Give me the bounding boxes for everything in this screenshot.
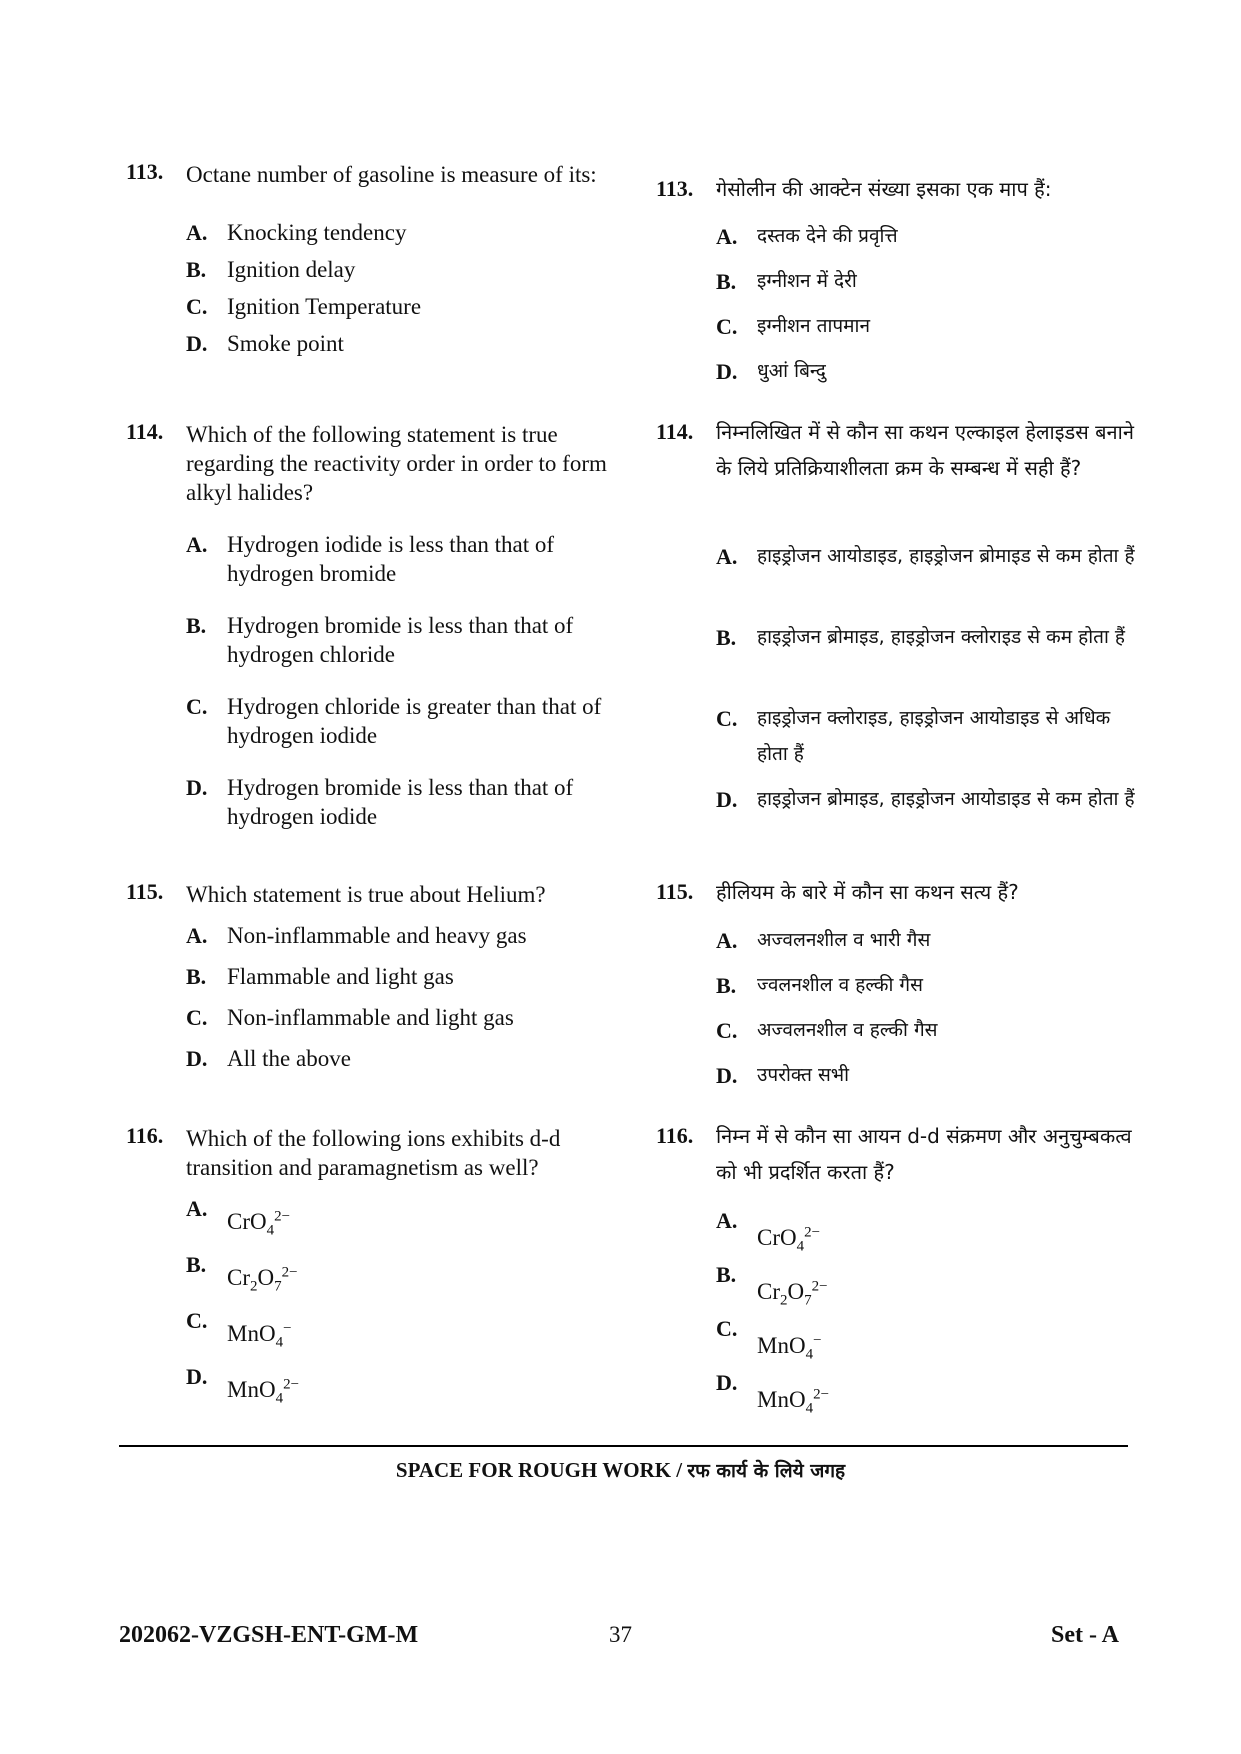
manganate-formula: MnO$_4^{2-}$ bbox=[757, 1386, 830, 1417]
option-label: A. bbox=[716, 928, 738, 953]
question-number: 115. bbox=[126, 879, 164, 904]
question-text: निम्न में से कौन सा आयन d-d संक्रमण और अनुचुम्बकत्व को भी प्रदर्शित करता हैं? bbox=[716, 1124, 1132, 1184]
permanganate-formula: MnO$_4$− bbox=[227, 1320, 292, 1351]
option-label: A. bbox=[186, 532, 208, 557]
option-text: इग्नीशन में देरी bbox=[757, 270, 857, 292]
option-label: B. bbox=[186, 1252, 207, 1277]
question-number: 116. bbox=[126, 1123, 164, 1148]
rough-work-en: SPACE FOR ROUGH WORK / bbox=[395, 1458, 683, 1482]
option-text: Hydrogen bromide is less than that of hydrogen iodide bbox=[227, 775, 574, 829]
option-label: B. bbox=[716, 625, 737, 650]
option-text: दस्तक देने की प्रवृत्ति bbox=[757, 225, 898, 247]
option-text: Ignition delay bbox=[227, 257, 356, 282]
option-text: हाइड्रोजन ब्रोमाइड, हाइड्रोजन क्लोराइड से कम होता हैं bbox=[757, 626, 1125, 648]
option-label: A. bbox=[716, 1208, 738, 1233]
dichromate-formula: $Cr_2O_7^{2-}$ bbox=[757, 1278, 828, 1309]
option-label: D. bbox=[716, 787, 738, 812]
option-text: हाइड्रोजन क्लोराइड, हाइड्रोजन आयोडाइड से अधिक होता हैं bbox=[757, 707, 1111, 765]
option-text: Knocking tendency bbox=[227, 220, 407, 245]
question-number: 113. bbox=[126, 159, 164, 184]
option-text: धुआं बिन्दु bbox=[757, 360, 826, 382]
option-label: D. bbox=[716, 1370, 738, 1395]
option-text: Ignition Temperature bbox=[227, 294, 422, 319]
option-text: इग्नीशन तापमान bbox=[757, 315, 871, 337]
option-text: Non-inflammable and light gas bbox=[227, 1005, 514, 1030]
option-text: अज्वलनशील व भारी गैस bbox=[757, 929, 931, 951]
question-text: हीलियम के बारे में कौन सा कथन सत्य हैं? bbox=[716, 880, 1019, 904]
option-label: B. bbox=[716, 973, 737, 998]
option-label: D. bbox=[186, 331, 208, 356]
rough-work-divider bbox=[119, 1445, 1128, 1447]
question-text: Which of the following ions exhibits d-d transition and paramagnetism as well? bbox=[186, 1126, 561, 1180]
page-number: 37 bbox=[609, 1622, 632, 1647]
chromate-formula: CrO$_4^{2-}$ bbox=[227, 1208, 291, 1239]
question-number: 114. bbox=[656, 419, 694, 444]
question-text: Which statement is true about Helium? bbox=[186, 882, 546, 907]
option-label: A. bbox=[186, 1196, 208, 1221]
chromate-formula: CrO$_4^{2-}$ bbox=[757, 1224, 821, 1255]
option-label: C. bbox=[716, 1018, 738, 1043]
option-label: A. bbox=[186, 220, 208, 245]
set-label: Set - A bbox=[1051, 1622, 1119, 1648]
option-label: C. bbox=[716, 314, 738, 339]
option-label: C. bbox=[716, 1316, 738, 1341]
rough-work-hi: रफ कार्य के लिये जगह bbox=[687, 1460, 846, 1482]
option-text: अज्वलनशील व हल्की गैस bbox=[757, 1019, 938, 1041]
option-label: B. bbox=[186, 613, 207, 638]
question-number: 114. bbox=[126, 419, 164, 444]
option-text: All the above bbox=[227, 1046, 351, 1071]
option-text: Hydrogen chloride is greater than that of hydrogen iodide bbox=[227, 694, 602, 748]
option-text: ज्वलनशील व हल्की गैस bbox=[757, 974, 923, 996]
option-text: Flammable and light gas bbox=[227, 964, 454, 989]
option-label: C. bbox=[186, 294, 208, 319]
question-number: 116. bbox=[656, 1123, 694, 1148]
dichromate-formula: $Cr_2O_7^{2-}$ bbox=[227, 1264, 298, 1295]
option-label: A. bbox=[716, 544, 738, 569]
question-text: निम्नलिखित में से कौन सा कथन एल्काइल हेलाइडस बनाने के लिये प्रतिक्रियाशीलता क्रम के सम्बन्ध में सही हैं? bbox=[716, 420, 1134, 480]
option-label: A. bbox=[186, 923, 208, 948]
paper-code: 202062-VZGSH-ENT-GM-M bbox=[119, 1622, 419, 1648]
question-text: गेसोलीन की आक्टेन संख्या इसका एक माप हैं: bbox=[716, 177, 1052, 201]
option-label: D. bbox=[186, 775, 208, 800]
question-text: Octane number of gasoline is measure of its: bbox=[186, 162, 597, 187]
option-text: Hydrogen iodide is less than that of hydrogen bromide bbox=[227, 532, 555, 586]
question-number: 115. bbox=[656, 879, 694, 904]
option-text: उपरोक्त सभी bbox=[757, 1064, 850, 1086]
option-label: D. bbox=[186, 1364, 208, 1389]
option-label: D. bbox=[186, 1046, 208, 1071]
option-label: D. bbox=[716, 359, 738, 384]
option-text: हाइड्रोजन ब्रोमाइड, हाइड्रोजन आयोडाइड से कम होता हैं bbox=[757, 788, 1135, 810]
option-label: B. bbox=[186, 964, 207, 989]
option-label: C. bbox=[716, 706, 738, 731]
option-text: Smoke point bbox=[227, 331, 344, 356]
option-text: Non-inflammable and heavy gas bbox=[227, 923, 527, 948]
option-label: D. bbox=[716, 1063, 738, 1088]
option-label: C. bbox=[186, 1005, 208, 1030]
question-number: 113. bbox=[656, 176, 694, 201]
option-label: B. bbox=[716, 1262, 737, 1287]
option-label: C. bbox=[186, 1308, 208, 1333]
permanganate-formula: MnO$_4$− bbox=[757, 1332, 822, 1363]
option-label: B. bbox=[716, 269, 737, 294]
option-text: हाइड्रोजन आयोडाइड, हाइड्रोजन ब्रोमाइड से कम होता हैं bbox=[757, 545, 1135, 567]
option-label: B. bbox=[186, 257, 207, 282]
rough-work-heading bbox=[0, 1455, 1241, 1486]
option-label: A. bbox=[716, 224, 738, 249]
option-label: C. bbox=[186, 694, 208, 719]
manganate-formula: MnO$_4^{2-}$ bbox=[227, 1376, 300, 1407]
question-text: Which of the following statement is true regarding the reactivity order in order to form alkyl halides? bbox=[186, 422, 607, 505]
option-text: Hydrogen bromide is less than that of hydrogen chloride bbox=[227, 613, 574, 667]
